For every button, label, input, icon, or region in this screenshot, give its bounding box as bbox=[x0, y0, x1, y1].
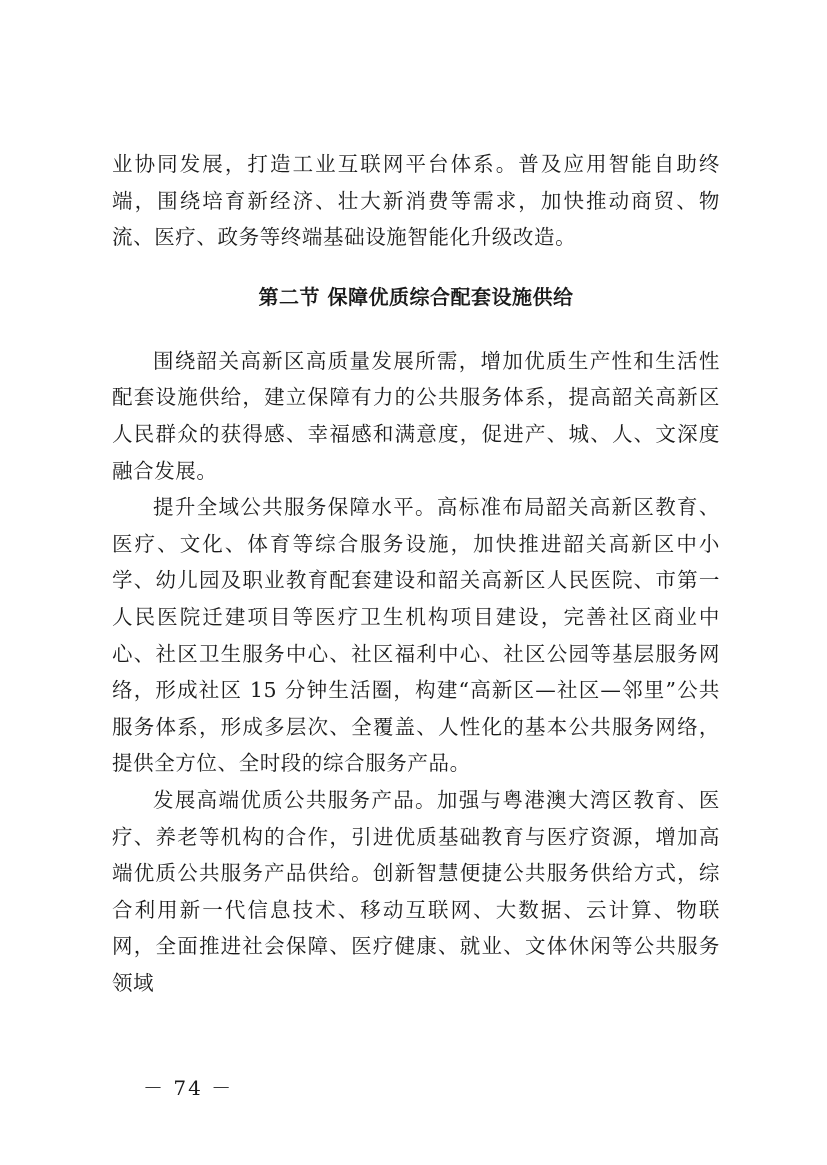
paragraph-intro: 围绕韶关高新区高质量发展所需，增加优质生产性和生活性配套设施供给，建立保障有力的公共服务体系，提高韶关高新区人民群众的获得感、幸福感和满意度，促进产、城、人、文深度融合发展。 bbox=[112, 348, 720, 483]
page-number: － 74 － bbox=[143, 1076, 234, 1100]
paragraph-public-service-level: 提升全域公共服务保障水平。高标准布局韶关高新区教育、医疗、文化、体育等综合服务设施，加快推进韶关高新区中小学、幼儿园及职业教育配套建设和韶关高新区人民医院、市第一人民医院迁建项目等医疗卫生机构项目建设，完善社区商业中心、社区卫生服务中心、社区福利中心、社区公园等基层服务网络，形成社区 15 分钟生活圈，构建“高新区—社区—邻里”公共服务体系，形成多层次、全覆盖、人性化的基本公共服务网络，提供全方位、全时段的综合服务产品。 bbox=[112, 495, 720, 776]
document-body bbox=[112, 146, 720, 1001]
paragraph-high-end-services: 发展高端优质公共服务产品。加强与粤港澳大湾区教育、医疗、养老等机构的合作，引进优质基础教育与医疗资源，增加高端优质公共服务产品供给。创新智慧便捷公共服务供给方式，综合利用新一代信息技术、移动互联网、大数据、云计算、物联网，全面推进社会保障、医疗健康、就业、文体休闲等公共服务领域 bbox=[112, 787, 720, 995]
continuation-paragraph: 业协同发展，打造工业互联网平台体系。普及应用智能自助终端，围绕培育新经济、壮大新消费等需求，加快推动商贸、物流、医疗、政务等终端基础设施智能化升级改造。 bbox=[112, 152, 720, 250]
section-heading: 第二节 保障优质综合配套设施供给 bbox=[258, 284, 574, 309]
